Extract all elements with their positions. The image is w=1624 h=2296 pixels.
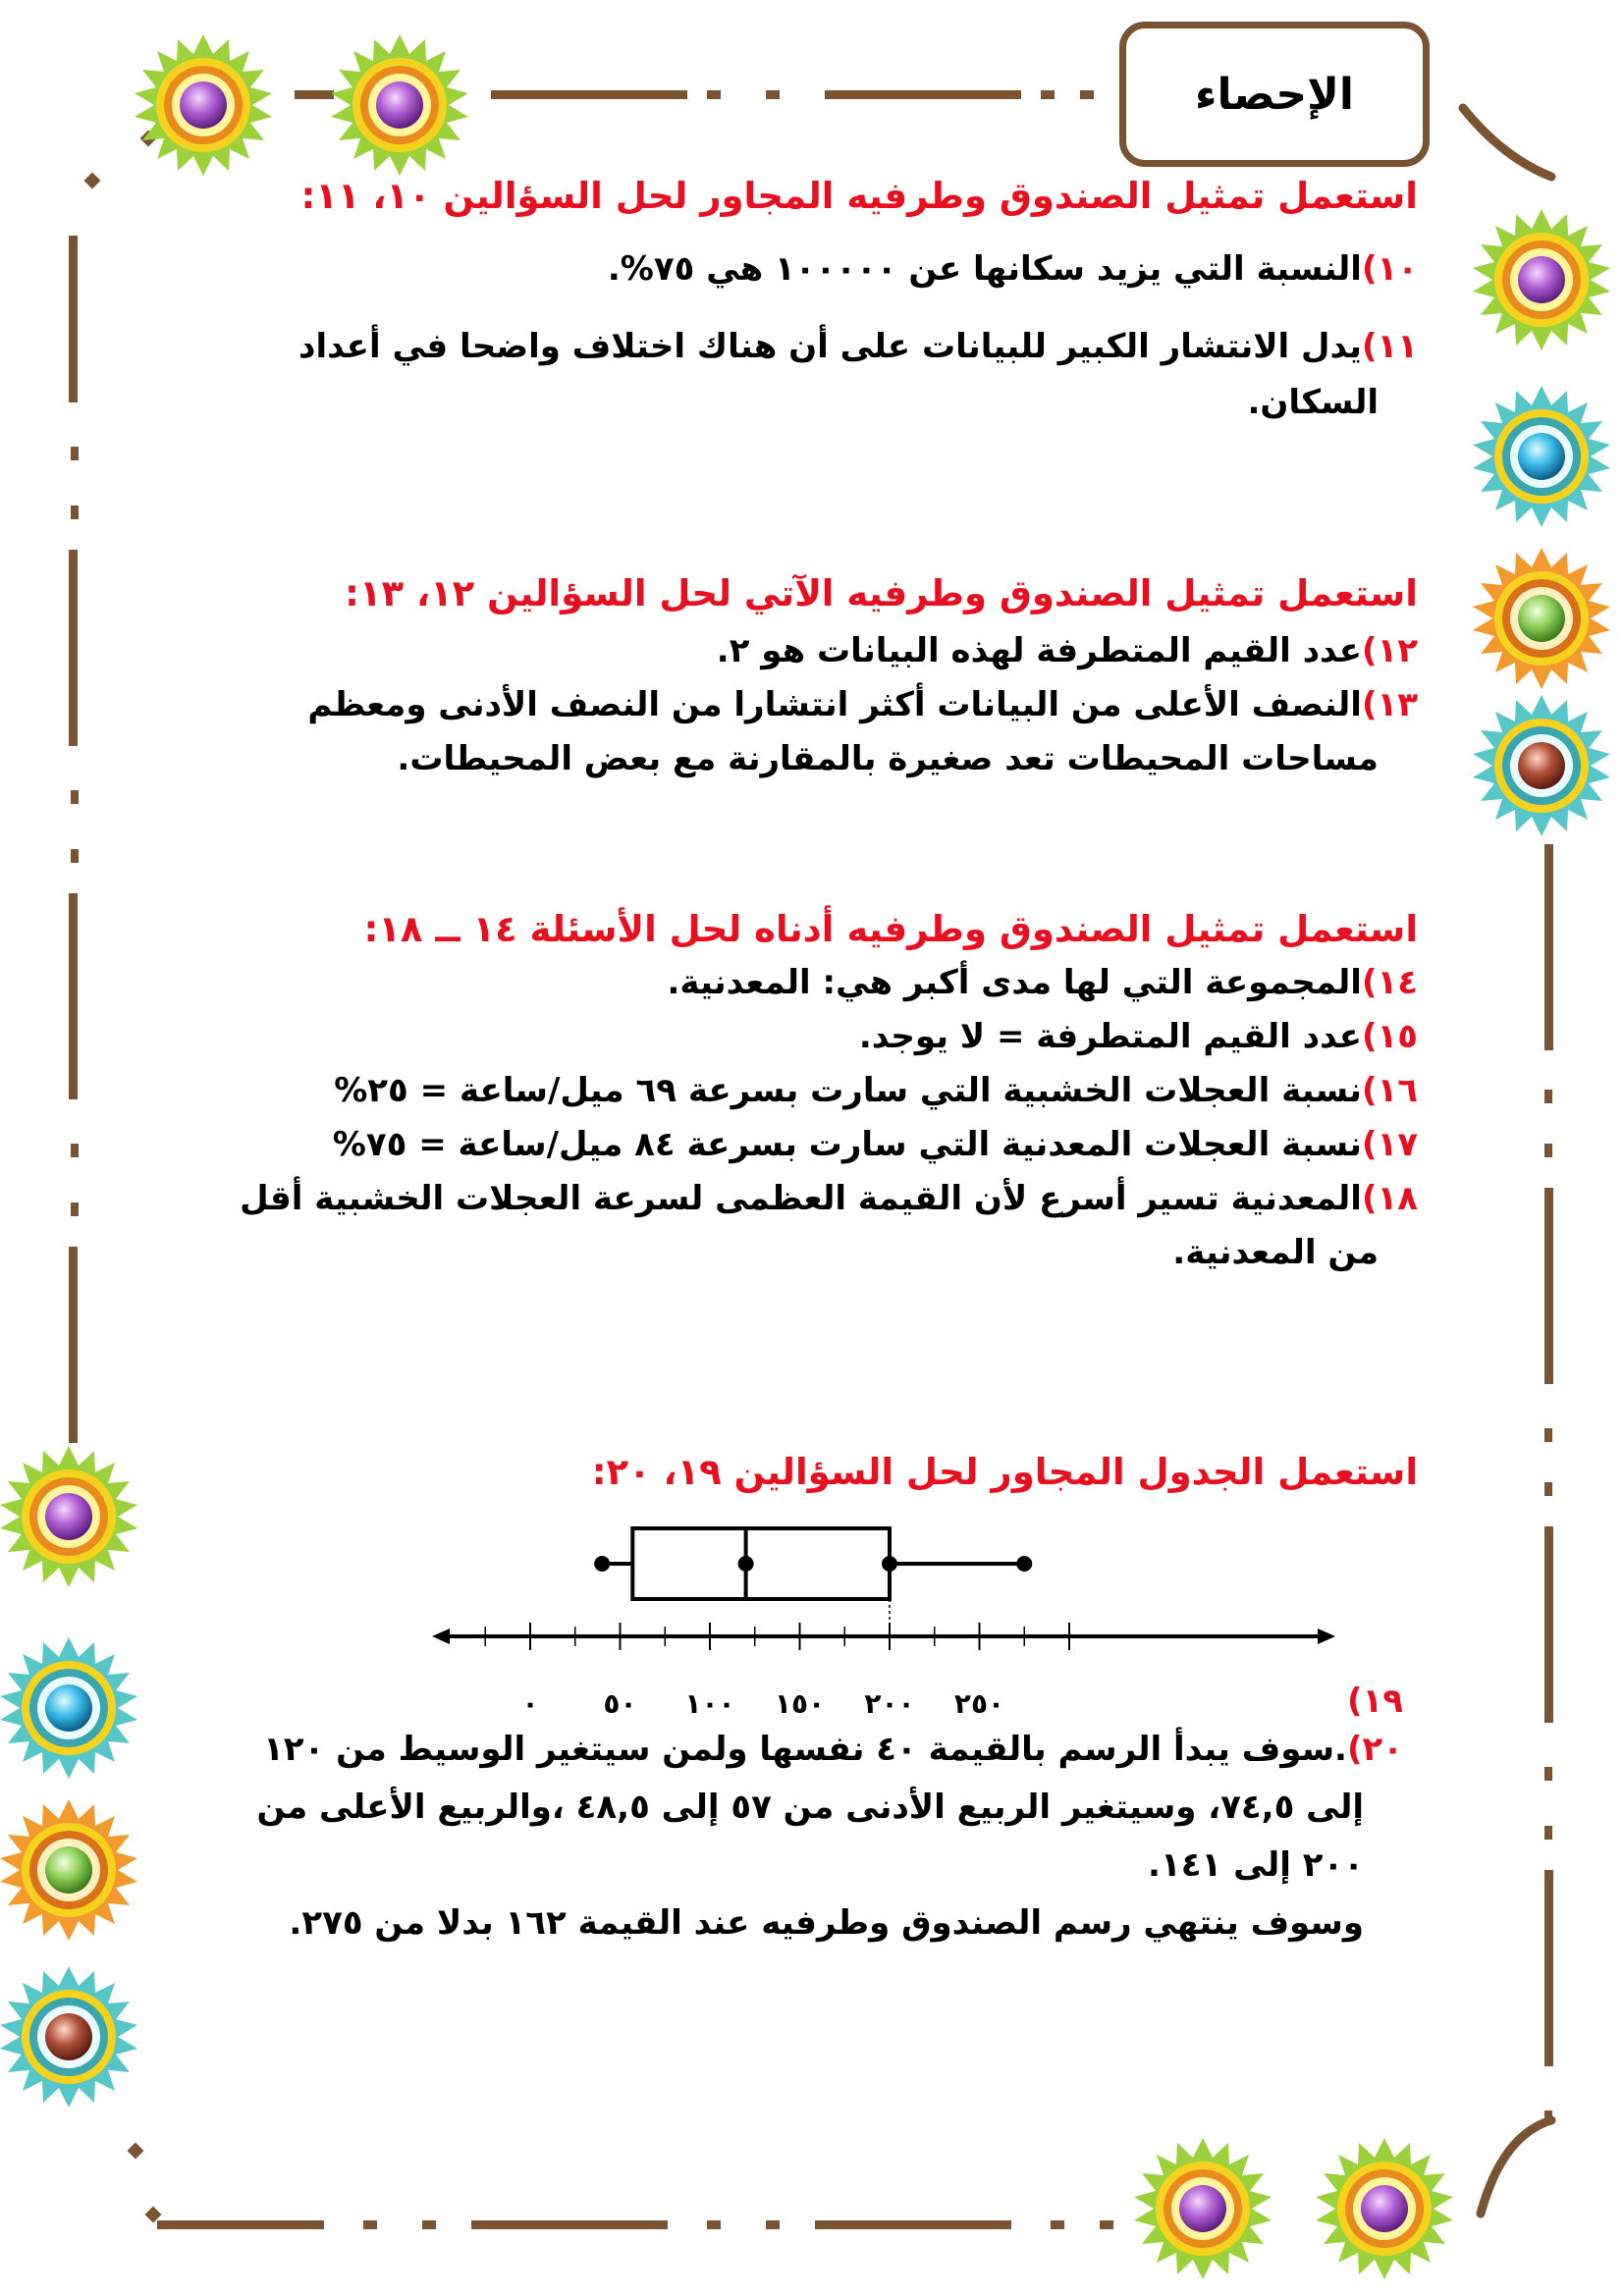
rosette-ornament — [0, 1799, 137, 1941]
question-number: ١٦) — [1361, 1071, 1418, 1110]
answer-text: نسبة العجلات الخشبية التي سارت بسرعة ٦٩ ميل/ساعة = ٢٥% — [334, 1071, 1362, 1110]
answer-continuation: مساحات المحيطات تعد صغيرة بالمقارنة مع بعض المحيطات. — [397, 739, 1379, 778]
rosette-ornament — [135, 34, 272, 176]
q3-point — [882, 1556, 897, 1572]
number-line — [432, 1623, 1335, 1650]
axis-tick-labels — [521, 1687, 1004, 1718]
box-and-whiskers — [594, 1528, 1032, 1650]
answer-continuation: إلى ٧٤,٥، وسيتغير الربيع الأدنى من ٥٧ إلى ٤٨,٥ ،والربيع الأعلى من — [256, 1788, 1364, 1827]
page-title: الإحصاء — [1195, 69, 1354, 120]
answer-continuation: وسوف ينتهي رسم الصندوق وطرفيه عند القيمة ١٦٢ بدلا من ٢٧٥. — [289, 1903, 1364, 1943]
section-heading: استعمل تمثيل الصندوق وطرفيه المجاور لحل السؤالين ١٠، ١١: — [300, 175, 1418, 217]
tick-label: ٢٥٠ — [953, 1687, 1005, 1718]
answer-text: يدل الانتشار الكبير للبيانات على أن هناك اختلاف واضحا في أعداد — [298, 327, 1362, 366]
question-number: ١٧) — [1361, 1125, 1418, 1164]
question-11 — [216, 322, 1418, 372]
question-18 — [216, 1174, 1418, 1224]
tick-label: ١٥٠ — [774, 1687, 826, 1718]
minimum-point — [594, 1556, 610, 1572]
question-19 — [1347, 1677, 1403, 1727]
question-number: ٢٠) — [1346, 1730, 1403, 1769]
answer-continuation: ٢٠٠ إلى ١٤١. — [1148, 1845, 1364, 1885]
question-number: ١٣) — [1361, 685, 1418, 724]
answer-line — [196, 1725, 1403, 1775]
answer-continuation: من المعدنية. — [1172, 1233, 1379, 1272]
rosette-ornament — [1316, 2138, 1453, 2279]
question-number: ١١) — [1361, 327, 1418, 366]
axis-arrow-right — [1318, 1629, 1335, 1644]
section-2 — [216, 572, 1418, 784]
answer-text: النسبة التي يزيد سكانها عن ١٠٠٠٠٠ هي ٧٥%. — [607, 249, 1362, 289]
question-12 — [216, 626, 1418, 676]
box-plot-chart — [432, 1522, 1335, 1718]
question-17 — [216, 1120, 1418, 1170]
rosette-ornament — [1473, 209, 1610, 350]
answer-text: المعدنية تسير أسرع لأن القيمة العظمى لسرعة العجلات الخشبية أقل — [240, 1179, 1362, 1218]
answer-text: النصف الأعلى من البيانات أكثر انتشارا من النصف الأدنى ومعظم — [307, 685, 1362, 724]
answer-text: المجموعة التي لها مدى أكبر هي: المعدنية. — [667, 963, 1362, 1002]
rosette-ornament — [1473, 695, 1610, 836]
tick-label: ٢٠٠ — [864, 1687, 915, 1718]
section-3 — [216, 908, 1418, 1278]
question-number: ١٢) — [1361, 631, 1418, 670]
question-14 — [216, 958, 1418, 1008]
question-number: ١٨) — [1361, 1179, 1418, 1218]
tick-label: ٠ — [521, 1687, 539, 1718]
question-10 — [216, 244, 1418, 294]
question-number: ١٠) — [1361, 249, 1418, 289]
section-heading: استعمل الجدول المجاور لحل السؤالين ١٩، ٢٠: — [591, 1451, 1418, 1493]
answer-text: نسبة العجلات المعدنية التي سارت بسرعة ٨٤ ميل/ساعة = ٧٥% — [332, 1125, 1362, 1164]
rosette-ornament — [1473, 548, 1610, 689]
question-number: ١٥) — [1361, 1017, 1418, 1056]
answer-text: عدد القيم المتطرفة = لا يوجد. — [858, 1017, 1362, 1056]
question-15 — [216, 1012, 1418, 1062]
maximum-point — [1016, 1556, 1032, 1572]
rosette-ornament — [0, 1966, 137, 2108]
title-box — [1119, 22, 1430, 167]
answer-continuation: السكان. — [1247, 383, 1379, 422]
tick-label: ١٠٠ — [684, 1687, 735, 1718]
section-4 — [216, 1451, 1418, 1493]
answer-text: .سوف يبدأ الرسم بالقيمة ٤٠ نفسها ولمن سيتغير الوسيط من ١٢٠ — [263, 1730, 1347, 1769]
axis-arrow-left — [432, 1629, 450, 1644]
question-number: ١٩) — [1346, 1682, 1403, 1721]
rosette-ornament — [1473, 386, 1610, 527]
section-heading: استعمل تمثيل الصندوق وطرفيه الآتي لحل السؤالين ١٢، ١٣: — [345, 572, 1418, 614]
section-1 — [216, 175, 1418, 428]
question-number: ١٤) — [1361, 963, 1418, 1002]
rosette-ornament — [1134, 2138, 1272, 2279]
tick-label: ٥٠ — [603, 1687, 637, 1718]
rosette-ornament — [331, 34, 468, 176]
question-20 — [196, 1725, 1403, 1949]
section-heading: استعمل تمثيل الصندوق وطرفيه أدناه لحل الأسئلة ١٤ ــ ١٨: — [363, 908, 1418, 950]
median-point — [738, 1556, 754, 1572]
rosette-ornament — [0, 1637, 137, 1779]
answer-text: عدد القيم المتطرفة لهذه البيانات هو ٢. — [716, 631, 1362, 670]
rosette-ornament — [0, 1446, 137, 1587]
question-16 — [216, 1066, 1418, 1116]
interquartile-box — [632, 1528, 890, 1599]
question-13 — [216, 680, 1418, 730]
